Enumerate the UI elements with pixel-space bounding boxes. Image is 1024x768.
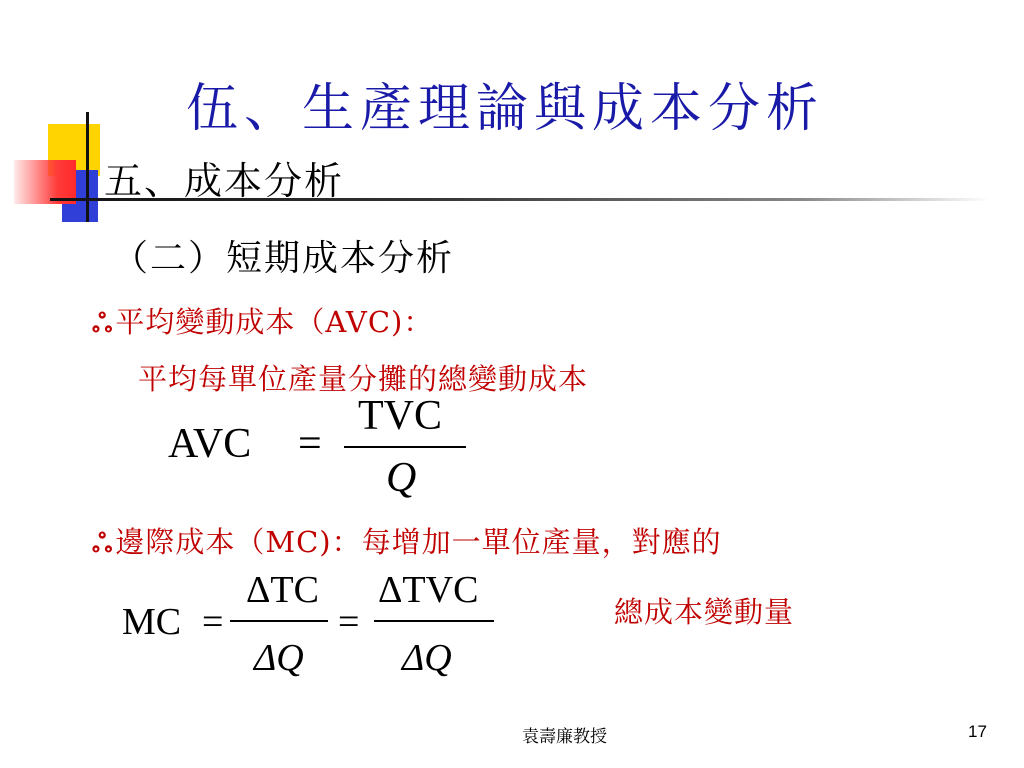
avc-formula-numerator: TVC xyxy=(358,393,442,439)
page-number: 17 xyxy=(968,722,987,741)
mc-formula-numerator-2: ΔTVC xyxy=(378,569,479,611)
avc-description: 平均每單位產量分攤的總變動成本 xyxy=(138,362,589,396)
avc-formula-lhs: AVC xyxy=(168,421,252,467)
swirl-bullet-icon: ஃ xyxy=(92,309,114,339)
decor-vertical-line xyxy=(86,112,89,222)
section-heading: 五、成本分析 xyxy=(104,159,345,203)
mc-description: 總成本變動量 xyxy=(614,595,795,629)
avc-fraction-bar xyxy=(344,446,466,448)
slide-title: 伍、生產理論與成本分析 xyxy=(186,79,825,139)
mc-formula-equals-1: = xyxy=(202,601,224,643)
mc-heading: 邊際成本（MC)：每增加一單位產量，對應的 xyxy=(115,525,722,559)
mc-formula-denominator-2: ΔQ xyxy=(402,637,452,679)
mc-fraction-bar-1 xyxy=(230,620,328,622)
mc-fraction-bar-2 xyxy=(374,620,494,622)
mc-formula-equals-2: = xyxy=(338,601,360,643)
avc-bullet-item xyxy=(92,300,433,342)
avc-formula-denominator: Q xyxy=(386,455,417,501)
mc-formula-lhs: MC xyxy=(122,601,182,643)
avc-formula xyxy=(168,393,478,508)
mc-bullet-item xyxy=(92,520,722,562)
avc-formula-equals: = xyxy=(298,421,322,467)
mc-formula xyxy=(122,566,502,686)
subsection-heading: （二）短期成本分析 xyxy=(112,238,455,279)
footer-author: 袁壽廉教授 xyxy=(522,727,607,746)
swirl-bullet-icon: ஃ xyxy=(92,529,114,559)
mc-formula-numerator-1: ΔTC xyxy=(246,569,319,611)
mc-formula-denominator-1: ΔQ xyxy=(254,637,304,679)
avc-heading: 平均變動成本（AVC)： xyxy=(115,305,434,339)
